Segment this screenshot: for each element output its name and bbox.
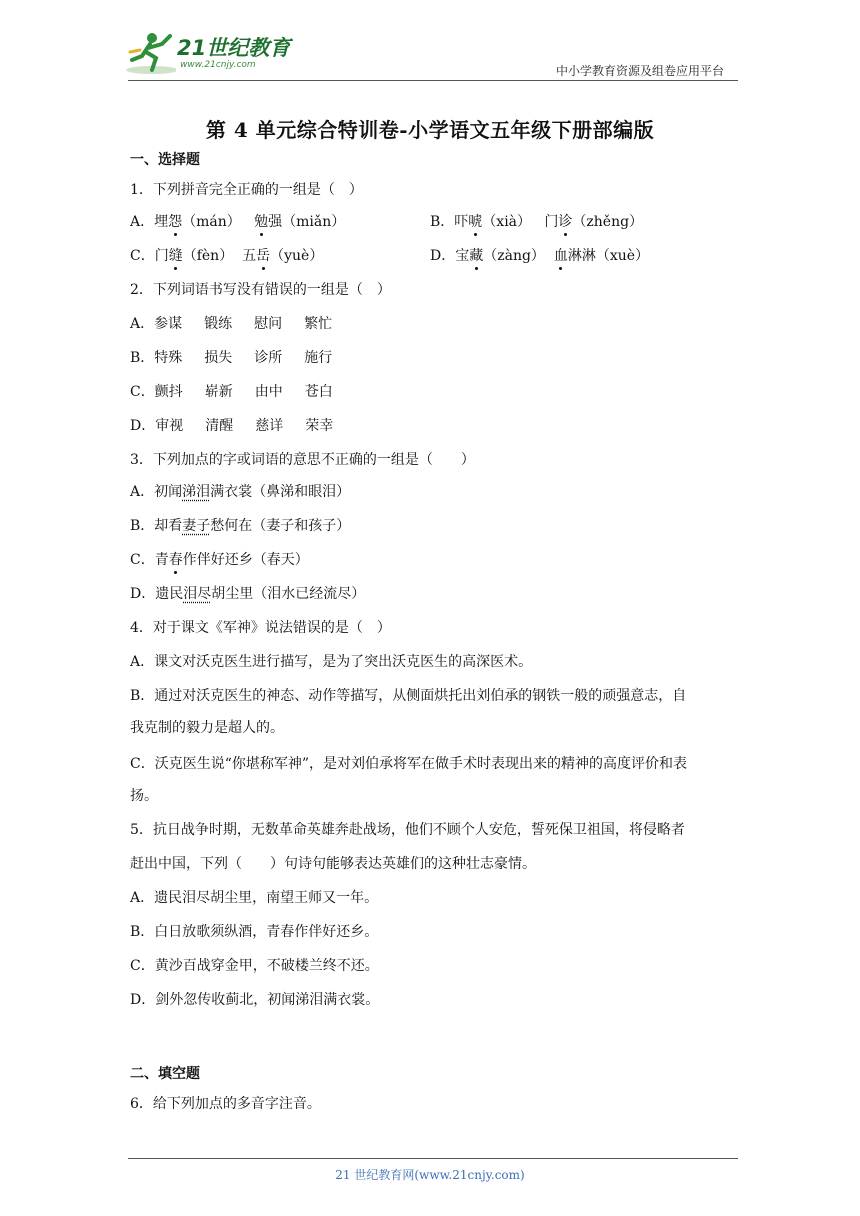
- question-1-option-c: C．门缝（fèn） 五岳（yuè）: [130, 248, 324, 264]
- question-4-stem: 4．对于课文《军神》说法错误的是（ ）: [130, 620, 391, 636]
- question-5-option-b: B．白日放歌须纵酒，青春作伴好还乡。: [130, 924, 379, 940]
- question-2-option-a: A．参谋 锻练 慰问 繁忙: [130, 316, 333, 332]
- dotted-char: 勉: [254, 214, 269, 230]
- question-4-option-c-line2: 扬。: [130, 788, 158, 804]
- question-3-option-c: C．青春作伴好还乡（春天）: [130, 552, 309, 568]
- question-3-stem: 3．下列加点的字或词语的意思不正确的一组是（ ）: [130, 452, 475, 468]
- dotted-word: 涕泪: [182, 484, 211, 500]
- header-tagline: 中小学教育资源及组卷应用平台: [555, 64, 724, 78]
- section-heading-choice: 一、选择题: [130, 152, 200, 168]
- dotted-char: 缝: [168, 248, 183, 264]
- question-5-option-c: C．黄沙百战穿金甲，不破楼兰终不还。: [130, 958, 379, 974]
- question-5-stem-line1: 5．抗日战争时期，无数革命英雄奔赴战场，他们不顾个人安危，誓死保卫祖国，将侵略者: [130, 822, 685, 838]
- dotted-char: 诊: [558, 214, 573, 230]
- question-2-stem: 2．下列词语书写没有错误的一组是（ ）: [130, 282, 391, 298]
- question-2-option-c: C．颤抖 崭新 由中 苍白: [130, 384, 333, 400]
- dotted-word: 泪尽: [183, 586, 212, 602]
- question-3-option-a: A．初闻涕泪满衣裳（鼻涕和眼泪）: [130, 484, 351, 500]
- question-4-option-a: A．课文对沃克医生进行描写，是为了突出沃克医生的高深医术。: [130, 654, 533, 670]
- logo-text: 21世纪教育: [177, 36, 291, 60]
- running-figure-icon: [122, 30, 176, 76]
- dotted-char: 血: [553, 248, 568, 264]
- question-3-option-b: B．却看妻子愁何在（妻子和孩子）: [130, 518, 351, 534]
- dotted-char: 怨: [168, 214, 183, 230]
- question-5-option-a: A．遗民泪尽胡尘里，南望王师又一年。: [130, 890, 379, 906]
- question-4-option-b-line1: B．通过对沃克医生的神态、动作等描写，从侧面烘托出刘伯承的钢铁一般的顽强意志，自: [130, 688, 687, 704]
- footer-link[interactable]: 21 世纪教育网(www.21cnjy.com): [335, 1168, 525, 1182]
- dotted-word: 妻子: [182, 518, 211, 534]
- document-title: 第 4 单元综合特训卷-小学语文五年级下册部编版: [205, 118, 655, 142]
- question-5-option-d: D．剑外忽传收蓟北，初闻涕泪满衣裳。: [130, 992, 380, 1008]
- question-1-stem: 1．下列拼音完全正确的一组是（ ）: [130, 182, 363, 198]
- question-1-option-b: B．吓唬（xià） 门诊（zhěng）: [430, 214, 644, 230]
- section-heading-fill: 二、填空题: [130, 1066, 200, 1082]
- dotted-char: 春: [168, 552, 183, 568]
- question-1-option-d: D．宝藏（zàng） 血淋淋（xuè）: [430, 248, 650, 264]
- question-5-stem-line2: 赶出中国，下列（ ）句诗句能够表达英雄们的这种壮志豪情。: [130, 856, 536, 872]
- dotted-char: 唬: [468, 214, 483, 230]
- question-3-option-d: D．遗民泪尽胡尘里（泪水已经流尽）: [130, 586, 366, 602]
- site-logo: [122, 30, 292, 80]
- logo-url: www.21cnjy.com: [180, 60, 256, 70]
- header-divider: [128, 80, 738, 81]
- dotted-char: 岳: [256, 248, 271, 264]
- question-1-option-a: A．埋怨（mán） 勉强（miǎn）: [130, 214, 346, 230]
- question-4-option-b-line2: 我克制的毅力是超人的。: [130, 720, 284, 736]
- dotted-char: 藏: [469, 248, 484, 264]
- question-2-option-b: B．特殊 损失 诊所 施行: [130, 350, 333, 366]
- footer-divider: [128, 1158, 738, 1159]
- question-6-stem: 6．给下列加点的多音字注音。: [130, 1096, 321, 1112]
- question-2-option-d: D．审视 清醒 慈详 荣幸: [130, 418, 334, 434]
- question-4-option-c-line1: C．沃克医生说“你堪称军神”，是对刘伯承将军在做手术时表现出来的精神的高度评价和表: [130, 756, 688, 772]
